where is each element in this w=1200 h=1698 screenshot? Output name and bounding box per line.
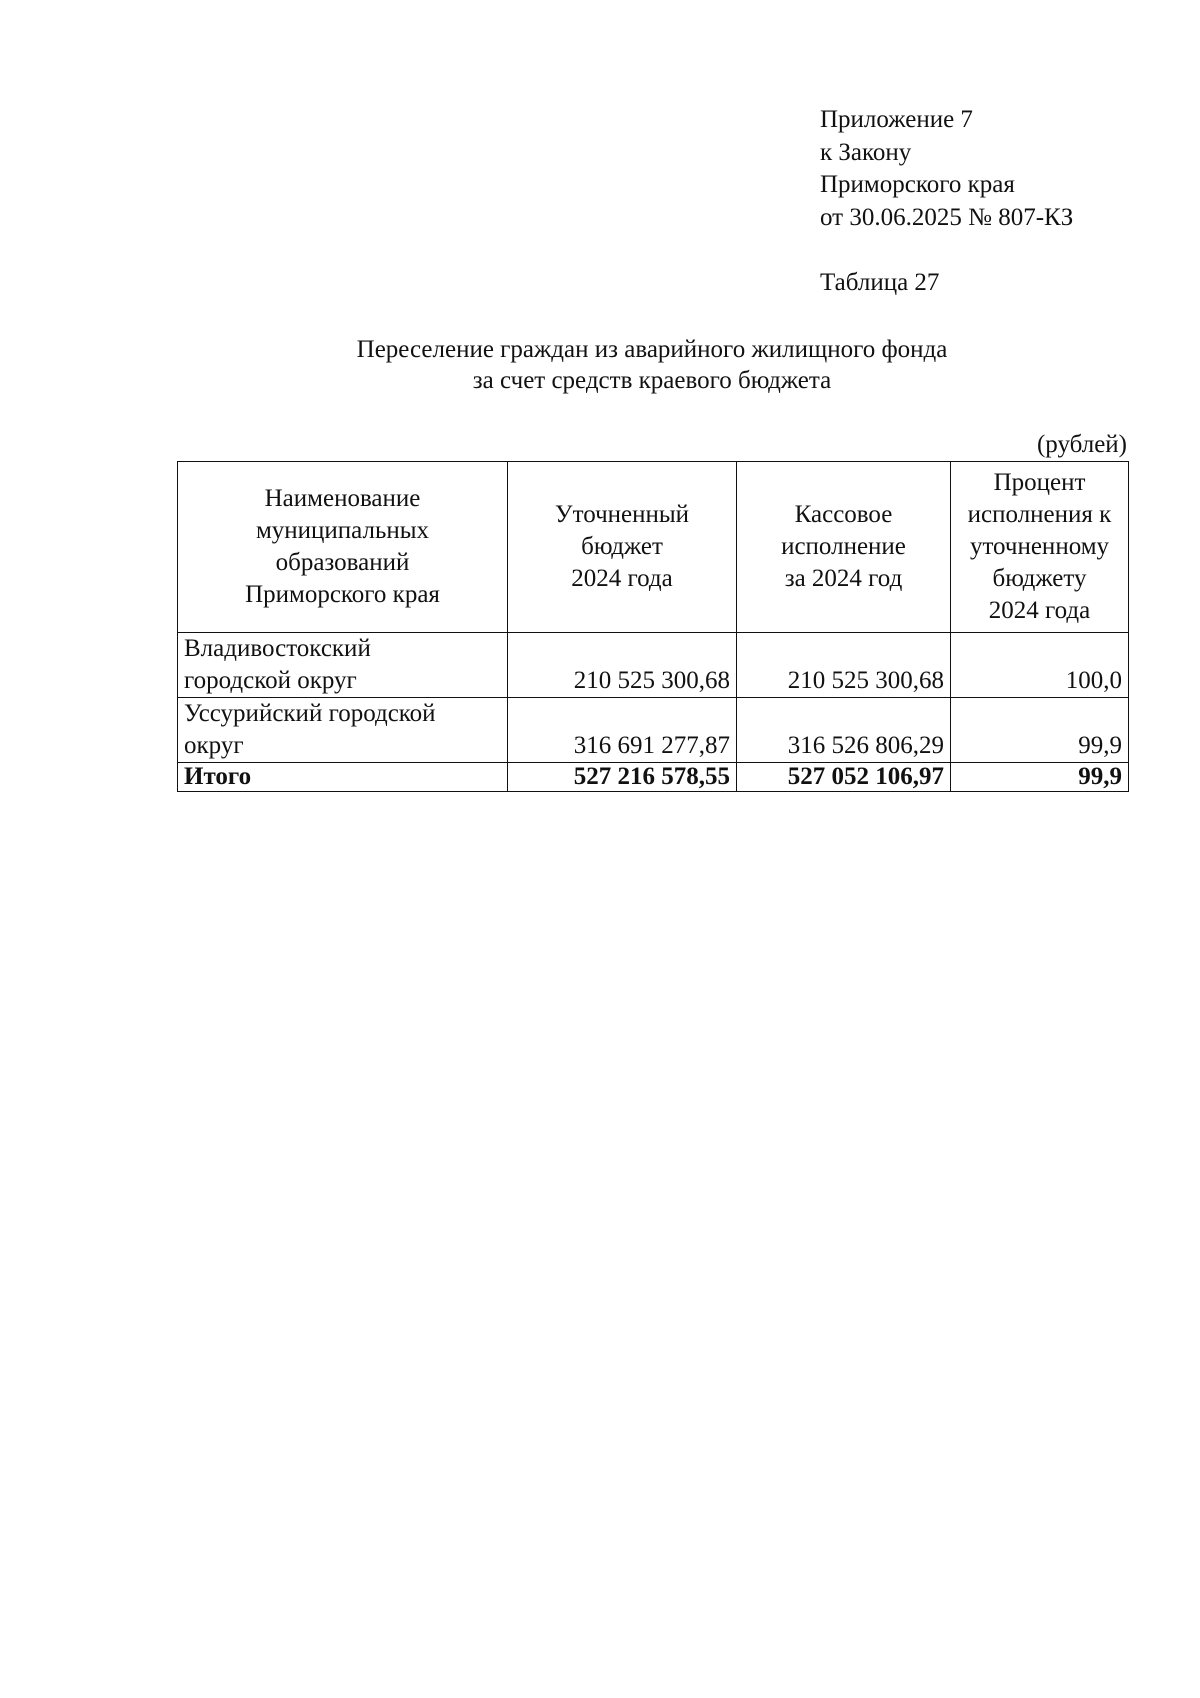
- header-execution: [737, 462, 951, 633]
- header-line: образований: [275, 549, 410, 576]
- header-line: исполнение: [781, 533, 906, 560]
- header-line: исполнения к: [967, 501, 1112, 528]
- header-line: за 2024 год: [784, 565, 903, 592]
- document-title: [178, 334, 1126, 396]
- table-header-row: [178, 462, 1129, 633]
- header-line: Наименование: [264, 485, 421, 512]
- percent-value: 100,0: [951, 633, 1129, 698]
- units-label: (рублей): [1036, 431, 1127, 458]
- table-row: [178, 633, 1129, 698]
- header-line: бюджету: [992, 565, 1087, 592]
- execution-value: 210 525 300,68: [737, 633, 951, 698]
- header-line: 2024 года: [571, 565, 673, 592]
- total-percent-value: 99,9: [951, 763, 1129, 792]
- header-line: 2024 года: [988, 597, 1091, 624]
- budget-value: 316 691 277,87: [508, 698, 737, 763]
- appendix-line: Приморского края: [820, 171, 1015, 198]
- total-execution-value: 527 052 106,97: [737, 763, 951, 792]
- percent-value: 99,9: [951, 698, 1129, 763]
- appendix-line: Приложение 7: [820, 106, 973, 133]
- municipality-name: [178, 698, 508, 763]
- appendix-line: к Закону: [820, 138, 912, 166]
- municipality-name: [178, 633, 508, 698]
- header-line: бюджет: [581, 533, 663, 560]
- appendix-line: от 30.06.2025 № 807-КЗ: [820, 203, 1074, 231]
- title-line: за счет средств краевого бюджета: [472, 367, 832, 394]
- municipality-name-line: городской округ: [184, 667, 357, 694]
- table-number: Таблица 27: [820, 269, 940, 296]
- title-line: Переселение граждан из аварийного жилищного фонда: [356, 336, 948, 363]
- municipality-name-line: округ: [184, 732, 244, 759]
- appendix-reference: [820, 104, 1073, 234]
- header-line: Процент: [993, 469, 1086, 496]
- header-budget: [508, 462, 737, 633]
- header-line: муниципальных: [255, 517, 430, 544]
- header-line: уточненному: [969, 533, 1110, 560]
- budget-value: 210 525 300,68: [508, 633, 737, 698]
- header-line: Приморского края: [245, 581, 440, 608]
- header-percent: [951, 462, 1129, 633]
- total-row: [178, 763, 1129, 792]
- budget-table: [177, 461, 1129, 792]
- municipality-name-line: Владивостокский: [184, 635, 371, 662]
- total-budget-value: 527 216 578,55: [508, 763, 737, 792]
- header-line: Уточненный: [554, 501, 690, 528]
- header-municipality: [178, 462, 508, 633]
- municipality-name-line: Уссурийский городской: [184, 700, 436, 727]
- header-line: Кассовое: [794, 501, 893, 528]
- execution-value: 316 526 806,29: [737, 698, 951, 763]
- table-row: [178, 698, 1129, 763]
- total-label: Итого: [178, 763, 508, 792]
